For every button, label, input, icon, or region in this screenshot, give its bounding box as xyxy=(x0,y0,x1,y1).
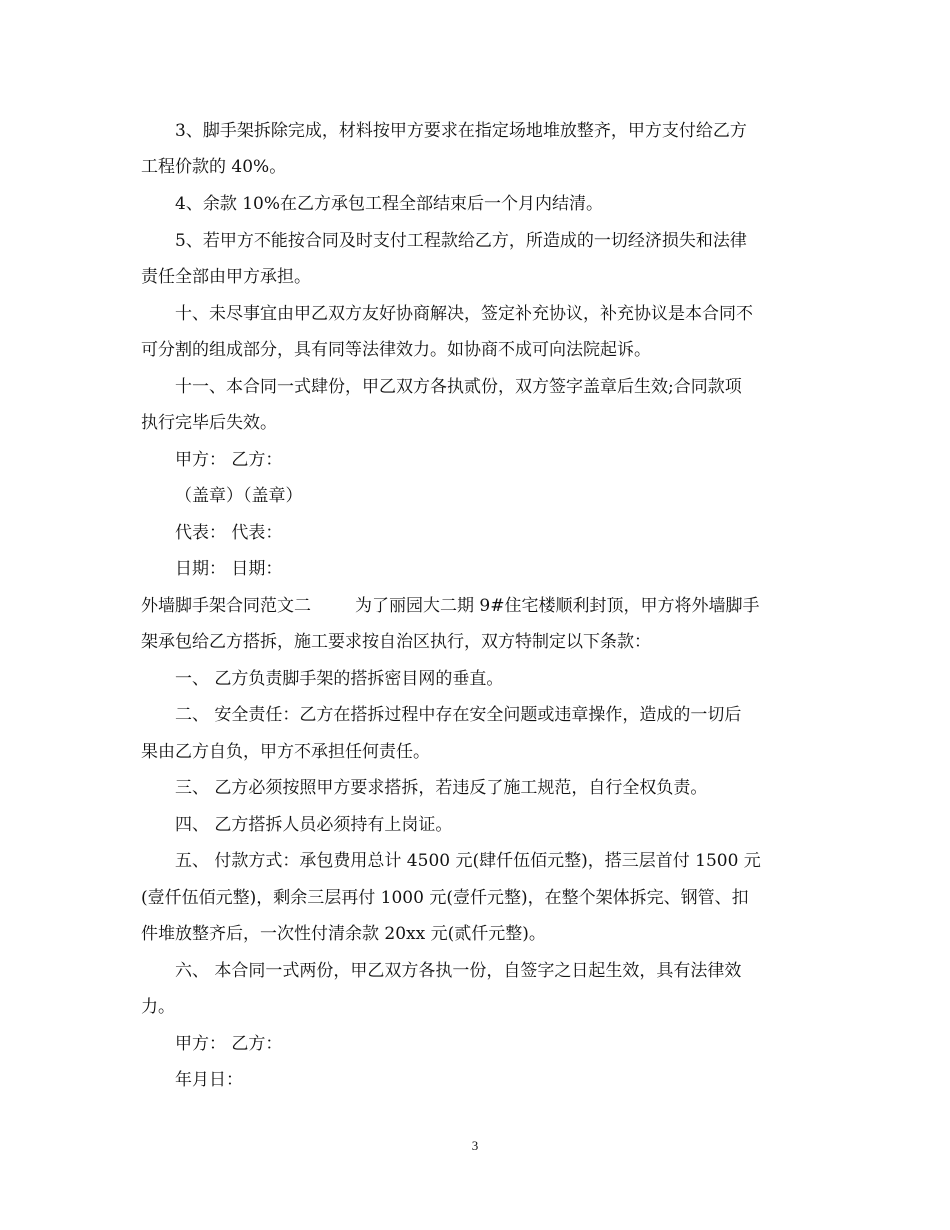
text-line: 工程价款的 40%。 xyxy=(141,157,287,177)
text-line: 十、未尽事宜由甲乙双方友好协商解决，签定补充协议，补充协议是本合同不 xyxy=(175,304,753,324)
text-line: 4、余款 10%在乙方承包工程全部结束后一个月内结清。 xyxy=(175,194,604,214)
intro-text: 为了丽园大二期 9#住宅楼顺利封顶，甲方将外墙脚手 xyxy=(355,596,760,616)
text-line: 力。 xyxy=(141,997,175,1017)
text-line: 3、脚手架拆除完成，材料按甲方要求在指定场地堆放整齐，甲方支付给乙方 xyxy=(175,121,747,141)
date-line: 年月日： xyxy=(175,1070,243,1090)
signature-party-line: 甲方： 乙方： xyxy=(175,450,283,470)
clause-line: 一、 乙方负责脚手架的搭拆密目网的垂直。 xyxy=(175,669,504,689)
clause-line: 二、 安全责任：乙方在搭拆过程中存在安全问题或违章操作，造成的一切后 xyxy=(175,705,742,725)
text-line: 5、若甲方不能按合同及时支付工程款给乙方，所造成的一切经济损失和法律 xyxy=(175,231,747,251)
clause-line: 五、 付款方式：承包费用总计 4500 元(肆仟伍佰元整)，搭三层首付 1500 元 xyxy=(175,851,761,871)
text-line: 架承包给乙方搭拆，施工要求按自治区执行，双方特制定以下条款： xyxy=(141,632,651,652)
clause-line: 三、 乙方必须按照甲方要求搭拆，若违反了施工规范，自行全权负责。 xyxy=(175,778,708,798)
date-line: 日期： 日期： xyxy=(175,559,283,579)
text-line: 果由乙方自负，甲方不承担任何责任。 xyxy=(141,742,430,762)
signature-party-line: 甲方： 乙方： xyxy=(175,1034,283,1054)
text-line: 可分割的组成部分，具有同等法律效力。如协商不成可向法院起诉。 xyxy=(141,340,651,360)
text-line: 执行完毕后失效。 xyxy=(141,413,277,433)
clause-line: 六、 本合同一式两份，甲乙双方各执一份，自签字之日起生效，具有法律效 xyxy=(175,961,742,981)
page-number: 3 xyxy=(471,1138,479,1153)
text-line: (壹仟伍佰元整)，剩余三层再付 1000 元(壹仟元整)，在整个架体拆完、钢管、扣 xyxy=(141,888,749,908)
section-title: 外墙脚手架合同范文二 xyxy=(141,596,311,616)
seal-line: （盖章）（盖章） xyxy=(175,486,303,506)
representative-line: 代表： 代表： xyxy=(175,523,283,543)
text-line: 十一、本合同一式肆份，甲乙双方各执贰份，双方签字盖章后生效;合同款项 xyxy=(175,377,742,397)
text-line: 责任全部由甲方承担。 xyxy=(141,267,311,287)
section-title-line xyxy=(141,596,759,616)
clause-line: 四、 乙方搭拆人员必须持有上岗证。 xyxy=(175,815,453,835)
text-line: 件堆放整齐后，一次性付清余款 20xx 元(贰仟元整)。 xyxy=(141,924,546,944)
